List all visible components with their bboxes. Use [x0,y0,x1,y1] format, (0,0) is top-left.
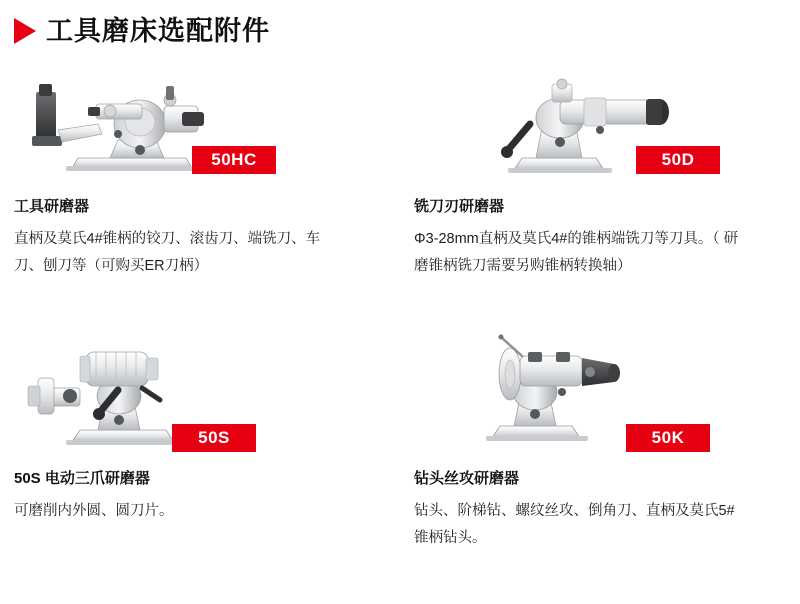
badge-50s: 50S [172,424,256,452]
badge-50d: 50D [636,146,720,174]
accessory-card-50k[interactable] [400,334,800,596]
accessory-grid [0,72,800,596]
accessory-title-50k: 钻头丝攻研磨器 [414,470,520,487]
tool-grinder-50hc-photo [14,72,344,182]
triangle-marker-icon [14,18,36,44]
accessory-title-50s: 50S 电动三爪研磨器 [14,470,150,487]
accessory-title-50hc: 工具研磨器 [14,198,90,215]
accessory-image-50k [414,334,786,454]
accessory-desc-50d: Φ3-28mm直柄及莫氏4#的锥柄端铣刀等刀具。（ 研磨锥柄铣刀需要另购锥柄转换轴） [414,231,739,274]
accessory-card-50s[interactable] [0,334,400,596]
badge-50hc: 50HC [192,146,276,174]
accessory-image-50hc [14,72,386,182]
accessory-desc-50hc: 直柄及莫氏4#锥柄的铰刀、滚齿刀、端铣刀、车刀、刨刀等（可购买ER刀柄） [14,231,321,274]
accessory-card-50d[interactable] [400,72,800,334]
page-title: 工具磨床选配附件 [46,15,270,46]
accessory-desc-50k: 钻头、阶梯钻、螺纹丝攻、倒角刀、直柄及莫氏5#锥柄钻头。 [414,503,735,546]
accessory-image-50d [414,72,786,182]
accessory-title-50d: 铣刀刃研磨器 [414,198,505,215]
accessory-desc-50s: 可磨削内外圆、圆刀片。 [14,503,174,519]
accessory-image-50s [14,334,386,454]
badge-50k: 50K [626,424,710,452]
page-header [0,0,800,46]
accessory-card-50hc[interactable] [0,72,400,334]
